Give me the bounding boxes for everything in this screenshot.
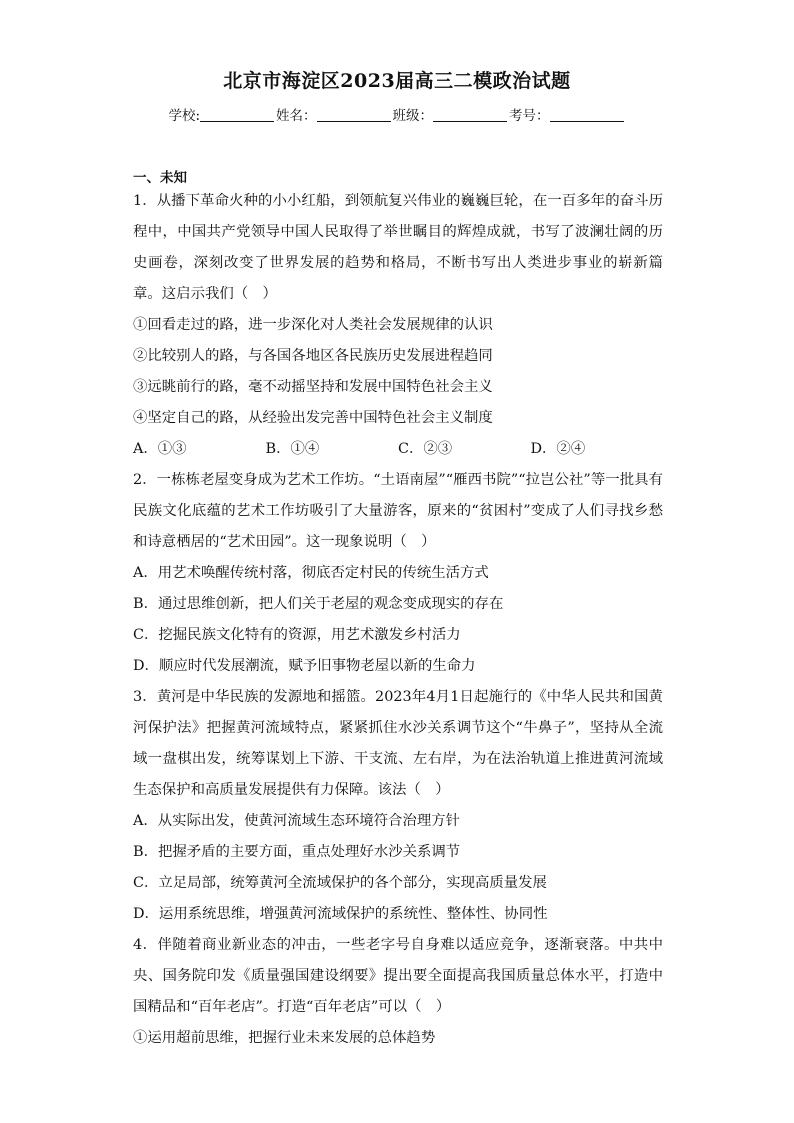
class-label: 班级： xyxy=(392,108,434,124)
question-3-option-b[interactable]: B．把握矛盾的主要方面，重点处理好水沙关系调节 xyxy=(133,844,461,860)
exam-title: 北京市海淀区2023届高三二模政治试题 xyxy=(223,70,571,92)
question-1-stem: 1．从播下革命火种的小小红船，到领航复兴伟业的巍巍巨轮，在一百多年的奋斗历程中，中国共产党领导中国人民取得了举世瞩目的辉煌成就，书写了波澜壮阔的历史画卷，深刻改变了世界发展的趋势和格局，不断书写出人类进步事业的崭新篇章。这启示我们（ ） xyxy=(133,193,663,302)
question-1-option-d[interactable]: D．②④ xyxy=(530,441,586,457)
question-2-option-d[interactable]: D．顺应时代发展潮流，赋予旧事物老屋以新的生命力 xyxy=(133,658,476,674)
question-1-options xyxy=(133,434,663,465)
question-4-stem: 4．伴随着商业新业态的冲击，一些老字号自身难以适应竞争，逐渐衰落。中共中央、国务院印发《质量强国建设纲要》提出要全面提高我国质量总体水平，打造中国精品和“百年老店”。打造“百年老店”可以（ ） xyxy=(133,937,663,1015)
student-info-line xyxy=(0,104,794,124)
school-blank[interactable] xyxy=(200,107,274,122)
name-label: 姓名： xyxy=(276,108,317,124)
question-2-option-b[interactable]: B．通过思维创新，把人们关于老屋的观念变成现实的存在 xyxy=(133,596,504,612)
question-1-option-c[interactable]: C．②③ xyxy=(398,441,453,457)
name-field xyxy=(276,104,393,124)
class-blank[interactable] xyxy=(433,107,507,122)
question-3-option-d[interactable]: D．运用系统思维，增强黄河流域保护的系统性、整体性、协同性 xyxy=(133,906,548,922)
question-1-option-a[interactable]: A．①③ xyxy=(133,441,187,457)
school-label: 学校: xyxy=(168,108,201,124)
exam-no-blank[interactable] xyxy=(550,107,624,122)
question-2-option-c[interactable]: C．挖掘民族文化特有的资源，用艺术激发乡村活力 xyxy=(133,627,461,643)
class-field xyxy=(393,104,510,124)
question-2-stem: 2．一栋栋老屋变身成为艺术工作坊。“土语南屋”“雁西书院”“拉岂公社”等一批具有民族文化底蕴的艺术工作坊吸引了大量游客，原来的“贫困村”变成了人们寻找乡愁和诗意栖居的“艺术田园”。这一现象说明（ ） xyxy=(133,472,663,550)
question-2-option-a[interactable]: A．用艺术唤醒传统村落，彻底否定村民的传统生活方式 xyxy=(133,565,489,581)
name-blank[interactable] xyxy=(317,107,391,122)
exam-no-label: 考号： xyxy=(509,108,550,124)
question-1-item-1: ①回看走过的路，进一步深化对人类社会发展规律的认识 xyxy=(133,317,493,333)
question-1-item-2: ②比较别人的路，与各国各地区各民族历史发展进程趋同 xyxy=(133,348,493,364)
question-4-item-1: ①运用超前思维，把握行业未来发展的总体趋势 xyxy=(133,1030,436,1046)
question-3-option-a[interactable]: A．从实际出发，使黄河流域生态环境符合治理方针 xyxy=(133,813,460,829)
question-1-item-4: ④坚定自己的路，从经验出发完善中国特色社会主义制度 xyxy=(133,410,493,426)
question-3-option-c[interactable]: C．立足局部，统筹黄河全流域保护的各个部分，实现高质量发展 xyxy=(133,875,547,891)
question-3-stem: 3．黄河是中华民族的发源地和摇篮。2023年4月1日起施行的《中华人民共和国黄河保护法》把握黄河流域特点，紧紧抓住水沙关系调节这个“牛鼻子”，坚持从全流域一盘棋出发，统筹谋划上下游、干支流、左右岸，为在法治轨道上推进黄河流域生态保护和高质量发展提供有力保障。该法（ ） xyxy=(133,689,663,798)
question-1-item-3: ③远眺前行的路，毫不动摇坚持和发展中国特色社会主义 xyxy=(133,379,493,395)
questions-body xyxy=(133,186,663,1054)
school-field xyxy=(168,104,276,124)
question-1-option-b[interactable]: B．①④ xyxy=(265,441,320,457)
section-heading: 一、未知 xyxy=(133,170,187,186)
exam-no-field xyxy=(509,104,626,124)
